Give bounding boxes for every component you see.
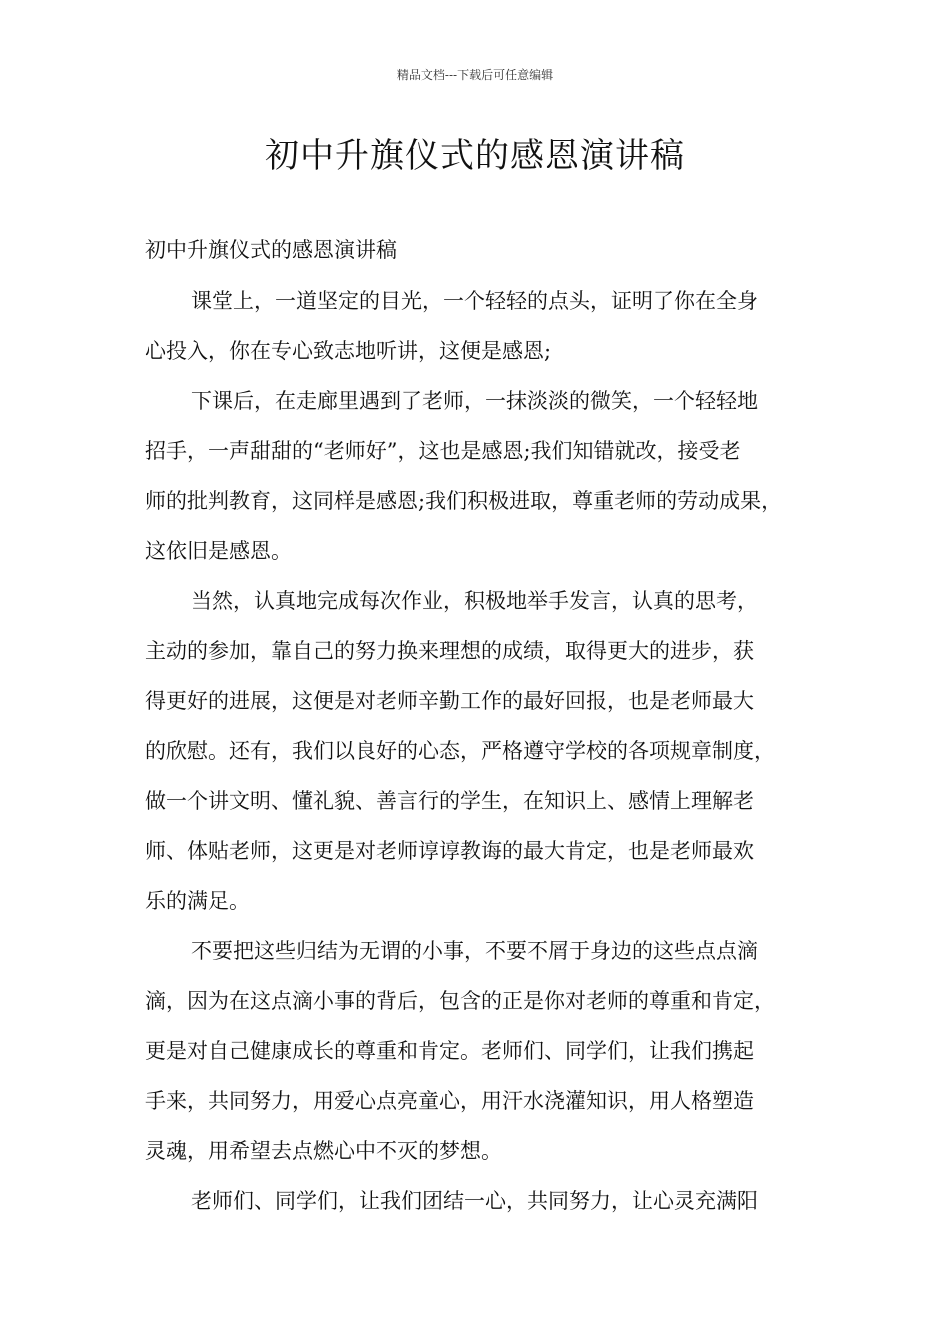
body-line: 做一个讲文明、懂礼貌、善言行的学生，在知识上、感情上理解老	[145, 789, 754, 813]
body-line: 下课后，在走廊里遇到了老师，一抹淡淡的微笑，一个轻轻地	[191, 389, 758, 413]
page-header: 精品文档---下载后可任意编辑	[396, 68, 554, 82]
body-line: 更是对自己健康成长的尊重和肯定。老师们、同学们，让我们携起	[145, 1039, 754, 1063]
body-line: 主动的参加，靠自己的努力换来理想的成绩，取得更大的进步，获	[145, 639, 754, 663]
body-line: 不要把这些归结为无谓的小事，不要不屑于身边的这些点点滴	[191, 939, 758, 963]
body-line: 滴，因为在这点滴小事的背后，包含的正是你对老师的尊重和肯定，	[145, 989, 775, 1013]
body-line: 老师们、同学们，让我们团结一心，共同努力，让心灵充满阳	[191, 1189, 758, 1213]
body-line: 的欣慰。还有，我们以良好的心态，严格遵守学校的各项规章制度，	[145, 739, 775, 763]
body-line: 心投入，你在专心致志地听讲，这便是感恩;	[145, 339, 552, 363]
body-line: 师的批判教育，这同样是感恩;我们积极进取，尊重老师的劳动成果，	[145, 489, 783, 513]
document-title: 初中升旗仪式的感恩演讲稿	[265, 136, 685, 176]
body-line: 得更好的进展，这便是对老师辛勤工作的最好回报，也是老师最大	[145, 689, 754, 713]
body-line: 招手，一声甜甜的“老师好”，这也是感恩;我们知错就改，接受老	[145, 439, 741, 463]
body-line: 灵魂，用希望去点燃心中不灭的梦想。	[145, 1139, 502, 1163]
body-line: 师、体贴老师，这更是对老师谆谆教诲的最大肯定，也是老师最欢	[145, 839, 754, 863]
body-line: 手来，共同努力，用爱心点亮童心，用汗水浇灌知识，用人格塑造	[145, 1089, 754, 1113]
body-line: 乐的满足。	[145, 889, 250, 913]
document-subtitle: 初中升旗仪式的感恩演讲稿	[145, 238, 397, 262]
body-line: 课堂上，一道坚定的目光，一个轻轻的点头，证明了你在全身	[191, 289, 758, 313]
body-line: 当然，认真地完成每次作业，积极地举手发言，认真的思考，	[191, 589, 758, 613]
document-body	[145, 284, 807, 1234]
body-line: 这依旧是感恩。	[145, 539, 292, 563]
